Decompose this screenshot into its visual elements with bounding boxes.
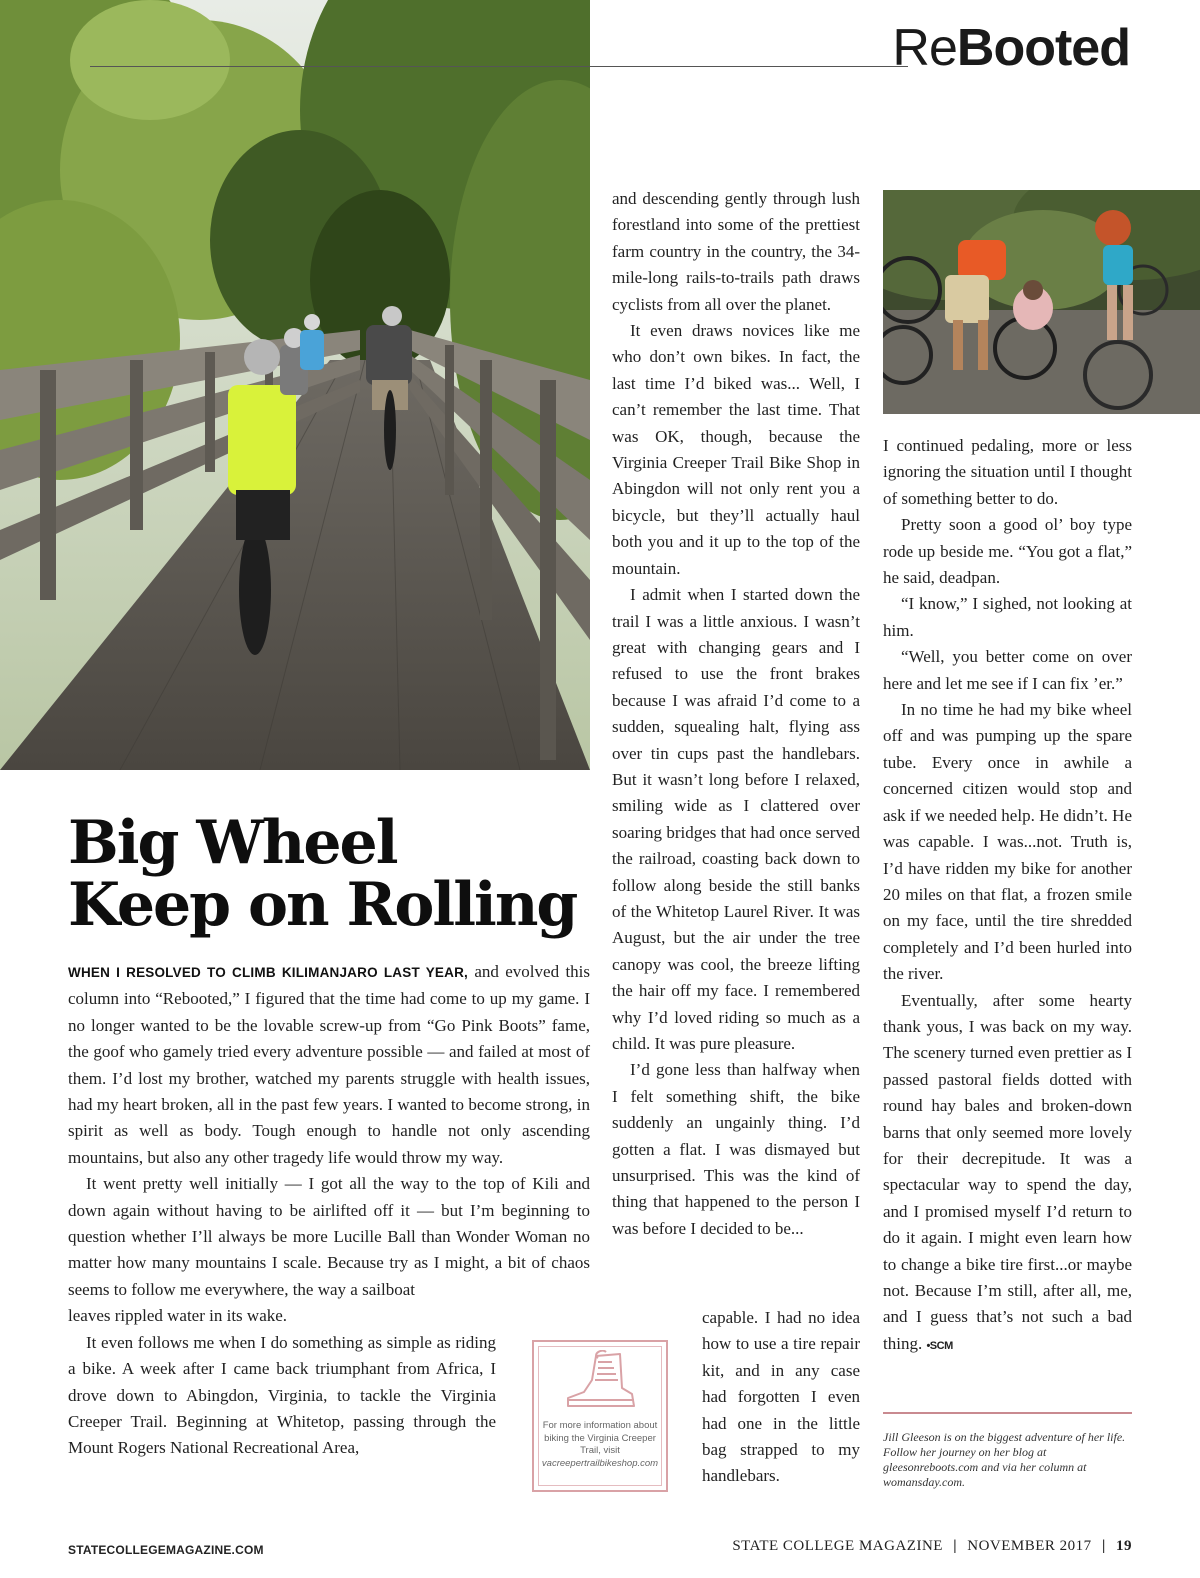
section-title-light: Re (892, 19, 957, 77)
article-column-1-narrow (68, 1303, 496, 1461)
page-number: 19 (1116, 1538, 1132, 1554)
header-rule (90, 66, 908, 67)
article-paragraph-3: It even follows me when I do something as simple as riding a bike. A week after I came back triumphant from Africa, I drove down to Abingdon, Virginia, to tackle the Virginia Creeper Trail. Beginning at Whitetop, passing through the Mount Rogers National Recreational Area, (68, 1332, 496, 1458)
paragraph-12-text: Eventually, after some hearty thank yous, I was back on my way. The scenery turned even prettier as I passed pastoral fields dotted with round hay bales and broken-down barns that only seemed more lovely for their decrepitude. It was a spectacular way to spend the day, and I promised myself I’d return to do it again. I might even learn how to change a bike tire first...or maybe not. Because I’m still, after all, me, and I guess that’s not such a bad thing. (883, 990, 1132, 1353)
article-column-2-bottom (702, 1305, 860, 1490)
paragraph-1-text: and evolved this column into “Rebooted,” I figured that the time had come to up my game. I no longer wanted to be the lovable screw-up from “Go Pink Boots” fame, the goof who gamely tried every adventure possible — and failed at most of them. I’d lost my brother, watched my parents struggle with health issues, had my heart broken, all in the past few years. I wanted to become strong, in spirit as well as body. Tough enough to handle not only ascending mountains, but also any other tragedy life would throw my way. (68, 962, 591, 1167)
article-paragraph-10: “Well, you better come on over here and let me see if I can fix ’er.” (883, 647, 1132, 693)
end-mark: •SCM (926, 1339, 953, 1352)
footer-issue: NOVEMBER 2017 (967, 1538, 1092, 1554)
footer-folio (732, 1538, 1132, 1555)
footer-magazine: STATE COLLEGE MAGAZINE (732, 1538, 943, 1554)
author-bio: Jill Gleeson is on the biggest adventure of her life. Follow her journey on her blog at gleesonreboots.com and via her column at womansday.com. (883, 1430, 1126, 1489)
hero-photo (0, 0, 590, 770)
article-paragraph-6: I’d gone less than halfway when I felt something shift, the bike suddenly an ungainly thing. I’d gotten a flat. I was dismayed but unsurprised. This was the kind of thing that happened to the person I was before I decided to be... (612, 1060, 860, 1238)
lead-in: WHEN I RESOLVED TO CLIMB KILIMANJARO LAST YEAR, (68, 965, 468, 980)
article-paragraph-4: It even draws novices like me who don’t own bikes. In fact, the last time I’d biked was... Well, I can’t remember the last time. That was OK, though, because the Virginia Creeper Trail Bike Shop in Abingdon will not only rent you a bicycle, but they’ll actually haul both you and it up to the top of the mountain. (612, 321, 860, 578)
article-paragraph-5: I admit when I started down the trail I was a little anxious. I wasn’t great with changing gears and I refused to use the front brakes because I was afraid I’d come to a sudden, squealing halt, flying ass over tin cups past the handlebars. But it wasn’t long before I relaxed, smiling wide as I clattered over soaring bridges that had once served the railroad, coasting back down to follow along beside the still banks of the Whitetop Laurel River. It was August, but the air under the tree canopy was cool, the breeze lifting the hair off my face. I remembered why I’d loved riding so much as a child. It was pure pleasure. (612, 585, 860, 1053)
section-title (892, 20, 1130, 76)
article-paragraph-2-end: leaves rippled water in its wake. (68, 1306, 288, 1326)
section-title-bold: Booted (956, 19, 1130, 77)
article-paragraph-1 (68, 959, 590, 1171)
article-paragraph-9: “I know,” I sighed, not looking at him. (883, 594, 1132, 640)
headline-line-1: Big Wheel (68, 808, 397, 878)
article-paragraph-7: I continued pedaling, more or less ignoring the situation until I thought of something better to do. (883, 436, 1132, 508)
info-boxout (532, 1340, 668, 1492)
article-column-3 (883, 433, 1132, 1359)
hiking-boot-icon (562, 1350, 638, 1414)
bio-rule (883, 1412, 1132, 1414)
article-column-1 (68, 959, 590, 1462)
footer-website[interactable]: STATECOLLEGEMAGAZINE.COM (68, 1543, 264, 1557)
hero-photo-illustration (0, 0, 590, 770)
article-column-2 (612, 186, 860, 1242)
inset-photo-illustration (883, 190, 1200, 414)
article-paragraph-8: Pretty soon a good ol’ boy type rode up beside me. “You got a flat,” he said, deadpan. (883, 515, 1132, 588)
article-paragraph-6-cont: capable. I had no idea how to use a tire repair kit, and in any case had forgotten I even had one in the little bag strapped to my handlebars. (702, 1308, 860, 1486)
article-paragraph-3-cont: and descending gently through lush forestland into some of the prettiest farm country in the country, the 34-mile-long rails-to-trails path draws cyclists from all over the planet. (612, 189, 860, 314)
footer-separator-2: | (1101, 1538, 1106, 1554)
inset-photo (883, 190, 1200, 414)
boxout-info: For more information about biking the Virginia Creeper Trail, visit (542, 1420, 658, 1456)
footer-separator-1: | (953, 1538, 958, 1554)
article-paragraph-12 (883, 988, 1132, 1360)
headline (68, 808, 588, 940)
headline-line-2: Keep on Rolling (68, 870, 577, 940)
boxout-text (538, 1420, 662, 1470)
boxout-url[interactable]: vacreepertrailbikeshop.com (541, 1457, 659, 1469)
article-paragraph-2: It went pretty well initially — I got all the way to the top of Kili and down again without having to be airlifted off it — but I’m beginning to question whether I’ll always be more Lucille Ball than Wonder Woman no matter how many mountains I scale. Because try as I might, a bit of chaos seems to follow me everywhere, the way a sailboat (68, 1174, 590, 1299)
article-paragraph-11: In no time he had my bike wheel off and was pumping up the spare tube. Every once in awhile a concerned citizen would stop and ask if we needed help. He didn’t. He was capable. I was...not. Truth is, I’d have ridden my bike for another 20 miles on that flat, a frozen smile on my face, until the tire shredded completely and I’d been hurled into the river. (883, 700, 1132, 984)
